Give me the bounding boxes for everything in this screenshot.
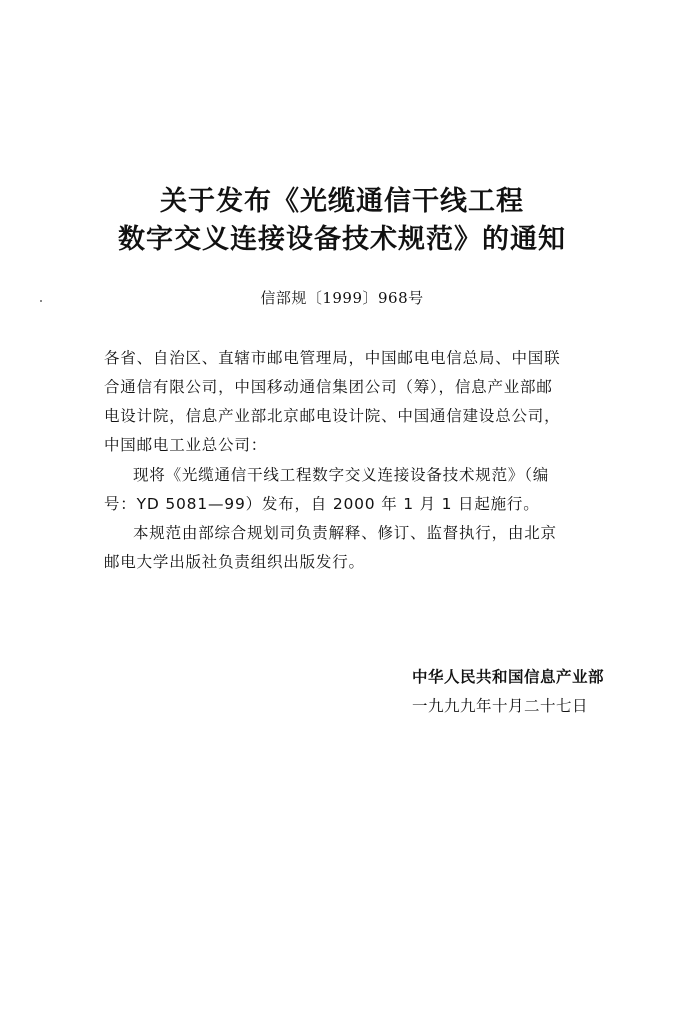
- addressee-line-4: 中国邮电工业总公司：: [104, 436, 268, 454]
- addressee-line-2: 合通信有限公司，中国移动通信集团公司（筹），信息产业部邮: [104, 378, 553, 396]
- signature-date: 一九九九年十月二十七日: [412, 697, 589, 715]
- addressee-line-3: 电设计院，信息产业部北京邮电设计院、中国通信建设总公司，: [104, 407, 561, 425]
- signature-organization: 中华人民共和国信息产业部: [412, 668, 605, 686]
- paragraph-1-line-1: 现将《光缆通信干线工程数字交义连接设备技术规范》（编: [133, 466, 550, 484]
- paragraph-2-line-1: 本规范由部综合规划司负责解释、修订、监督执行，由北京: [133, 524, 557, 542]
- title-line-1: 关于发布《光缆通信干线工程: [160, 186, 524, 217]
- title-line-2: 数字交义连接设备技术规范》的通知: [118, 224, 566, 255]
- paragraph-1-line-2: 号：YD 5081—99）发布，自 2000 年 1 月 1 日起施行。: [104, 495, 540, 513]
- addressee-line-1: 各省、自治区、直辖市邮电管理局，中国邮电电信总局、中国联: [104, 349, 561, 367]
- paragraph-2-line-2: 邮电大学出版社负责组织出版发行。: [104, 553, 365, 571]
- document-number: 信部规〔1999〕968号: [260, 289, 424, 307]
